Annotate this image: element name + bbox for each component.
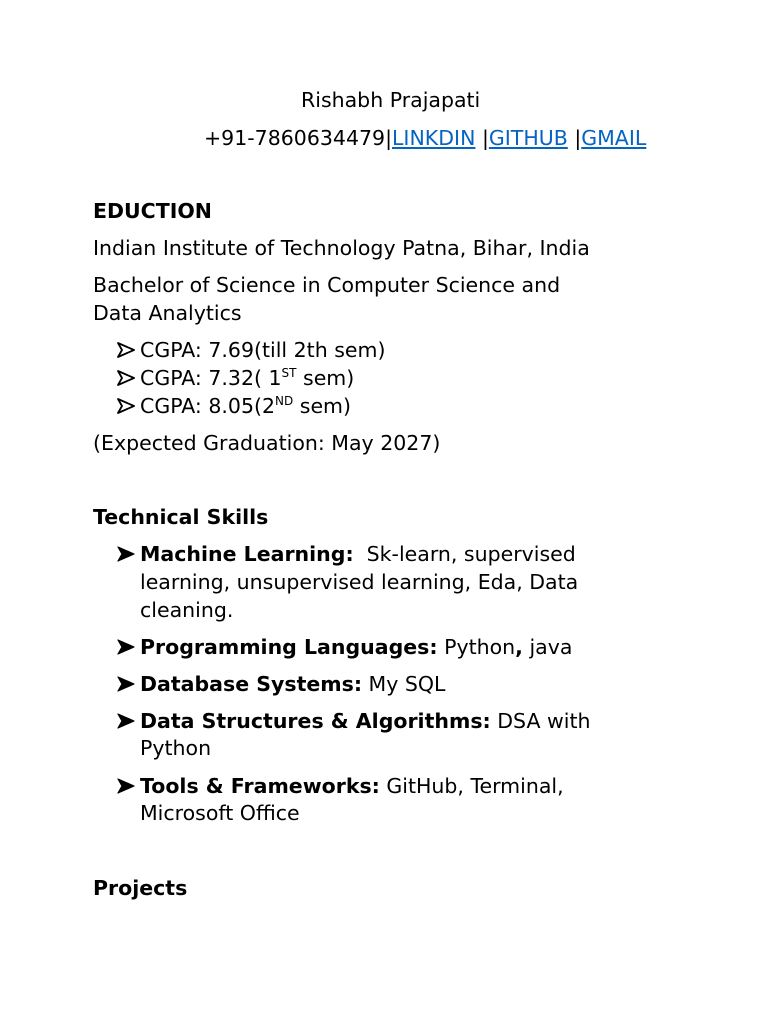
skill-value: java: [522, 635, 573, 659]
skill-label: Programming Languages:: [140, 635, 438, 659]
skill-comma: ,: [515, 635, 523, 659]
skills-heading: Technical Skills: [93, 505, 269, 529]
arrowhead-bullet-icon: [117, 397, 135, 415]
skill-value: My SQL: [362, 672, 446, 696]
expected-graduation: (Expected Graduation: May 2027): [93, 431, 441, 455]
skill-value: Sk-learn, supervised: [353, 542, 576, 566]
separator: |: [475, 126, 489, 150]
skill-label: Database Systems:: [140, 672, 363, 696]
skill-ml-line-2: learning, unsupervised learning, Eda, Data: [140, 570, 579, 594]
education-heading: EDUCTION: [93, 199, 212, 223]
projects-heading: Projects: [93, 876, 188, 900]
gmail-link[interactable]: GMAIL: [581, 126, 647, 150]
cgpa-item-3: [140, 392, 351, 420]
arrowhead-bullet-icon: [117, 545, 135, 563]
cgpa-item-2: [140, 364, 354, 392]
github-link[interactable]: GITHUB: [488, 126, 568, 150]
degree-line-2: Data Analytics: [93, 301, 242, 325]
skill-value: DSA with: [490, 709, 591, 733]
skill-tools-line-1: [140, 772, 564, 800]
arrowhead-bullet-icon: [117, 675, 135, 693]
skill-value: Python: [437, 635, 516, 659]
ordinal-suffix: ST: [281, 366, 297, 380]
skill-dsa-line-1: [140, 707, 590, 735]
cgpa-text: sem): [296, 366, 355, 390]
skill-dsa-line-2: Python: [140, 736, 212, 760]
contact-line: [204, 124, 646, 152]
arrowhead-bullet-icon: [117, 341, 135, 359]
candidate-name: Rishabh Prajapati: [301, 88, 481, 112]
arrowhead-bullet-icon: [117, 369, 135, 387]
skill-ml-line-1: [140, 540, 576, 568]
cgpa-text: sem): [293, 394, 352, 418]
skill-value: GitHub, Terminal,: [379, 774, 564, 798]
cgpa-text: CGPA: 8.05(2: [140, 394, 276, 418]
skill-tools-line-2: Microsoft Office: [140, 801, 300, 825]
phone-number: +91-7860634479|: [204, 126, 392, 150]
arrowhead-bullet-icon: [117, 638, 135, 656]
skill-label: Data Structures & Algorithms:: [140, 709, 491, 733]
arrowhead-bullet-icon: [117, 777, 135, 795]
ordinal-suffix: ND: [275, 394, 294, 408]
arrowhead-bullet-icon: [117, 712, 135, 730]
skill-label: Tools & Frameworks:: [140, 774, 380, 798]
cgpa-item-1: CGPA: 7.69(till 2th sem): [140, 338, 386, 362]
skill-database: [140, 670, 445, 698]
institute-name: Indian Institute of Technology Patna, Bihar, India: [93, 236, 590, 260]
degree-line-1: Bachelor of Science in Computer Science and: [93, 273, 561, 297]
cgpa-text: CGPA: 7.32( 1: [140, 366, 282, 390]
skill-label: Machine Learning:: [140, 542, 354, 566]
linkedin-link[interactable]: LINKDIN: [392, 126, 476, 150]
skill-programming: [140, 633, 572, 661]
separator: |: [567, 126, 582, 150]
skill-ml-line-3: cleaning.: [140, 598, 234, 622]
